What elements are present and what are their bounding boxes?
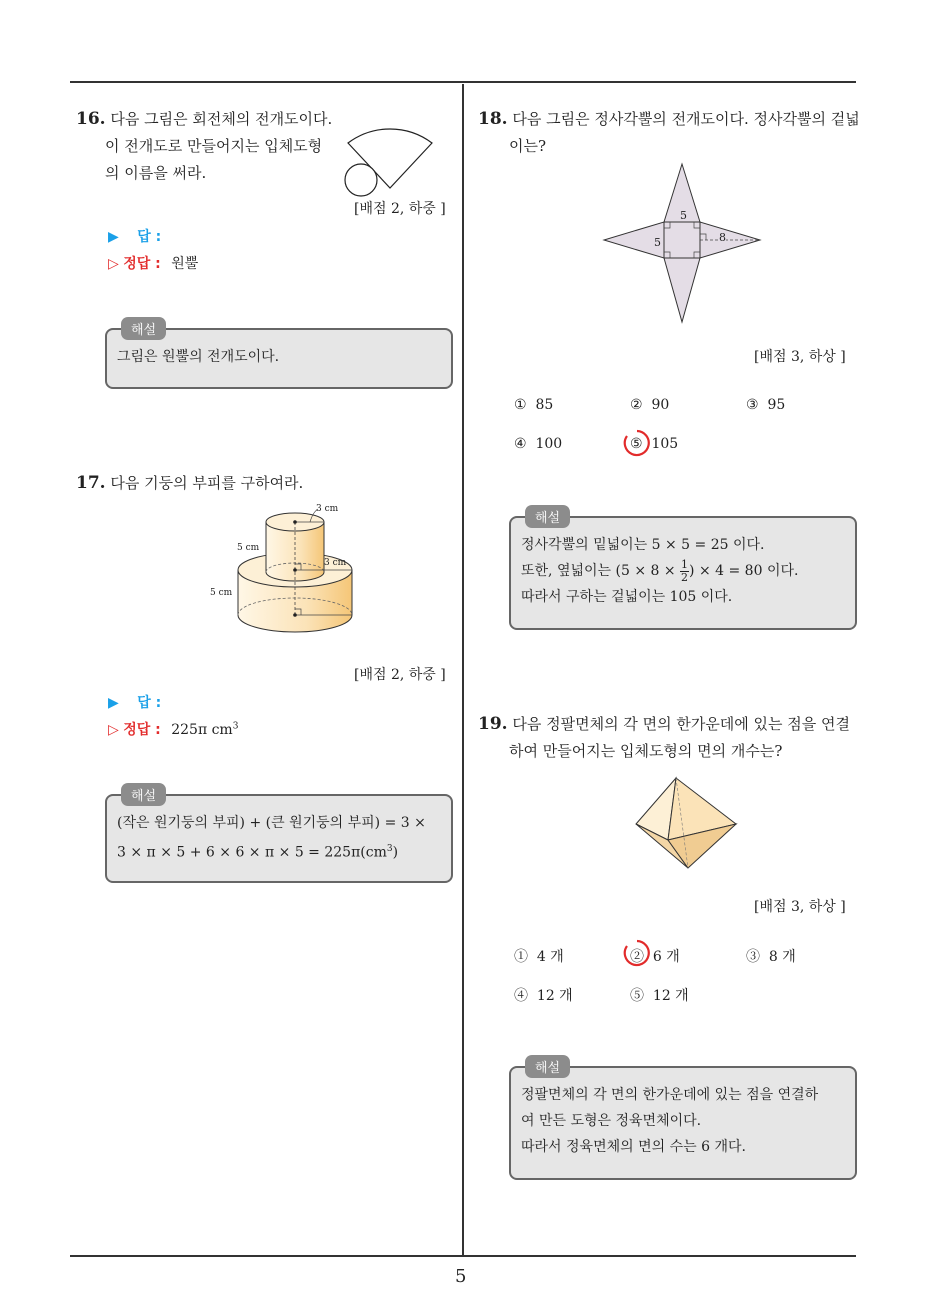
answer-row (108, 226, 161, 246)
explanation-box (105, 789, 453, 883)
explanation-box (105, 323, 453, 389)
choice-5-selected[interactable]: ⑤ 105 (630, 436, 679, 452)
question-16 (76, 106, 332, 187)
explanation-tag: 해설 (525, 1055, 570, 1078)
choice-3[interactable]: ③ 95 (746, 397, 786, 413)
explanation-tag: 해설 (525, 505, 570, 528)
explanation-box (509, 1061, 857, 1180)
choice-2[interactable]: ② 90 (630, 397, 670, 413)
correct-label: 정답 : (123, 256, 161, 272)
question-number: 18. (478, 109, 508, 129)
answer-row (108, 692, 161, 712)
fig-label-side-top: 5 (680, 209, 687, 222)
octahedron-figure (632, 774, 742, 872)
choice-3[interactable]: ③ 8 개 (746, 949, 796, 965)
choice-2-selected[interactable]: ② 6 개 (630, 949, 680, 965)
question-text: 다음 기둥의 부피를 구하여라. (110, 474, 304, 492)
question-text: 의 이름을 써라. (105, 164, 207, 182)
fig-label-top-radius: 3 cm (316, 504, 339, 514)
score-label: [배점 3, 하상 ] (754, 349, 846, 365)
question-text: 이는? (509, 137, 547, 155)
fig-label-big-height: 5 cm (210, 588, 233, 598)
question-17 (76, 470, 303, 497)
question-text: 다음 그림은 정사각뿔의 전개도이다. 정사각뿔의 겉넓 (512, 110, 860, 128)
bottom-rule (70, 1255, 856, 1257)
fig-label-big-radius: 3 cm (324, 558, 347, 568)
outline-arrow-icon: ▷ (108, 256, 119, 272)
correct-label: 정답 : (123, 722, 161, 738)
outline-arrow-icon: ▷ (108, 722, 119, 738)
question-text: 다음 그림은 회전체의 전개도이다. (110, 110, 333, 128)
play-arrow-icon: ▶ (108, 695, 119, 711)
correct-value: 225π $cm^3$ (171, 721, 239, 738)
question-text: 하여 만들어지는 입체도형의 면의 개수는? (509, 742, 783, 760)
question-19 (478, 711, 850, 765)
explanation-tag: 해설 (121, 783, 166, 806)
selected-circle-mark (622, 428, 652, 458)
fig-label-side-left: 5 (654, 236, 661, 249)
choice-4[interactable]: ④ 12 개 (514, 988, 573, 1004)
choice-4[interactable]: ④ 100 (514, 436, 563, 452)
explanation-text: (작은 원기둥의 부피) + (큰 원기둥의 부피) = 3 × $3 \times \pi \times 5 + 6 \times 6 \times \pi \times 5 = 225\pi(cm^3)$ (117, 815, 426, 861)
score-label: [배점 2, 하중 ] (354, 667, 446, 683)
choice-1[interactable]: ① 4 개 (514, 949, 564, 965)
score-label: [배점 3, 하상 ] (754, 899, 846, 915)
question-number: 17. (76, 473, 106, 493)
top-rule (70, 81, 856, 83)
stacked-cylinder-figure (205, 500, 385, 650)
explanation-text: 그림은 원뿔의 전개도이다. (117, 349, 280, 365)
page-number: 5 (455, 1266, 467, 1287)
column-divider (462, 84, 464, 1256)
explanation-box (509, 511, 857, 630)
question-text: 이 전개도로 만들어지는 입체도형 (105, 137, 323, 155)
play-arrow-icon: ▶ (108, 229, 119, 245)
question-text: 다음 정팔면체의 각 면의 한가운데에 있는 점을 연결 (512, 715, 851, 733)
answer-label: 답 : (137, 695, 162, 711)
question-number: 19. (478, 714, 508, 734)
question-number: 16. (76, 109, 106, 129)
fig-label-small-height: 5 cm (237, 543, 260, 553)
correct-value: 원뿔 (171, 256, 199, 272)
fig-label-height: 8 (719, 231, 726, 244)
cone-net-figure (340, 108, 440, 202)
score-label: [배점 2, 하중 ] (354, 201, 446, 217)
choice-1[interactable]: ① 85 (514, 397, 554, 413)
correct-answer-row (108, 719, 238, 739)
pyramid-net-figure (600, 162, 766, 324)
explanation-text: 정팔면체의 각 면의 한가운데에 있는 점을 연결하 여 만든 도형은 정육면체이다. 따라서 정육면체의 면의 수는 6 개다. (521, 1087, 819, 1155)
selected-circle-mark (622, 938, 652, 968)
explanation-text: 정사각뿔의 밑넓이는 5 × 5 = 25 이다. 또한, 옆넓이는 (5 × 8 × $\frac{1}{2}$ ) × 4 = 80 이다. 따라서 구하는 겉넓이는 105 이다. (521, 537, 799, 605)
correct-answer-row (108, 253, 198, 273)
explanation-tag: 해설 (121, 317, 166, 340)
question-18 (478, 106, 860, 160)
answer-label: 답 : (137, 229, 162, 245)
choice-5[interactable]: ⑤ 12 개 (630, 988, 689, 1004)
